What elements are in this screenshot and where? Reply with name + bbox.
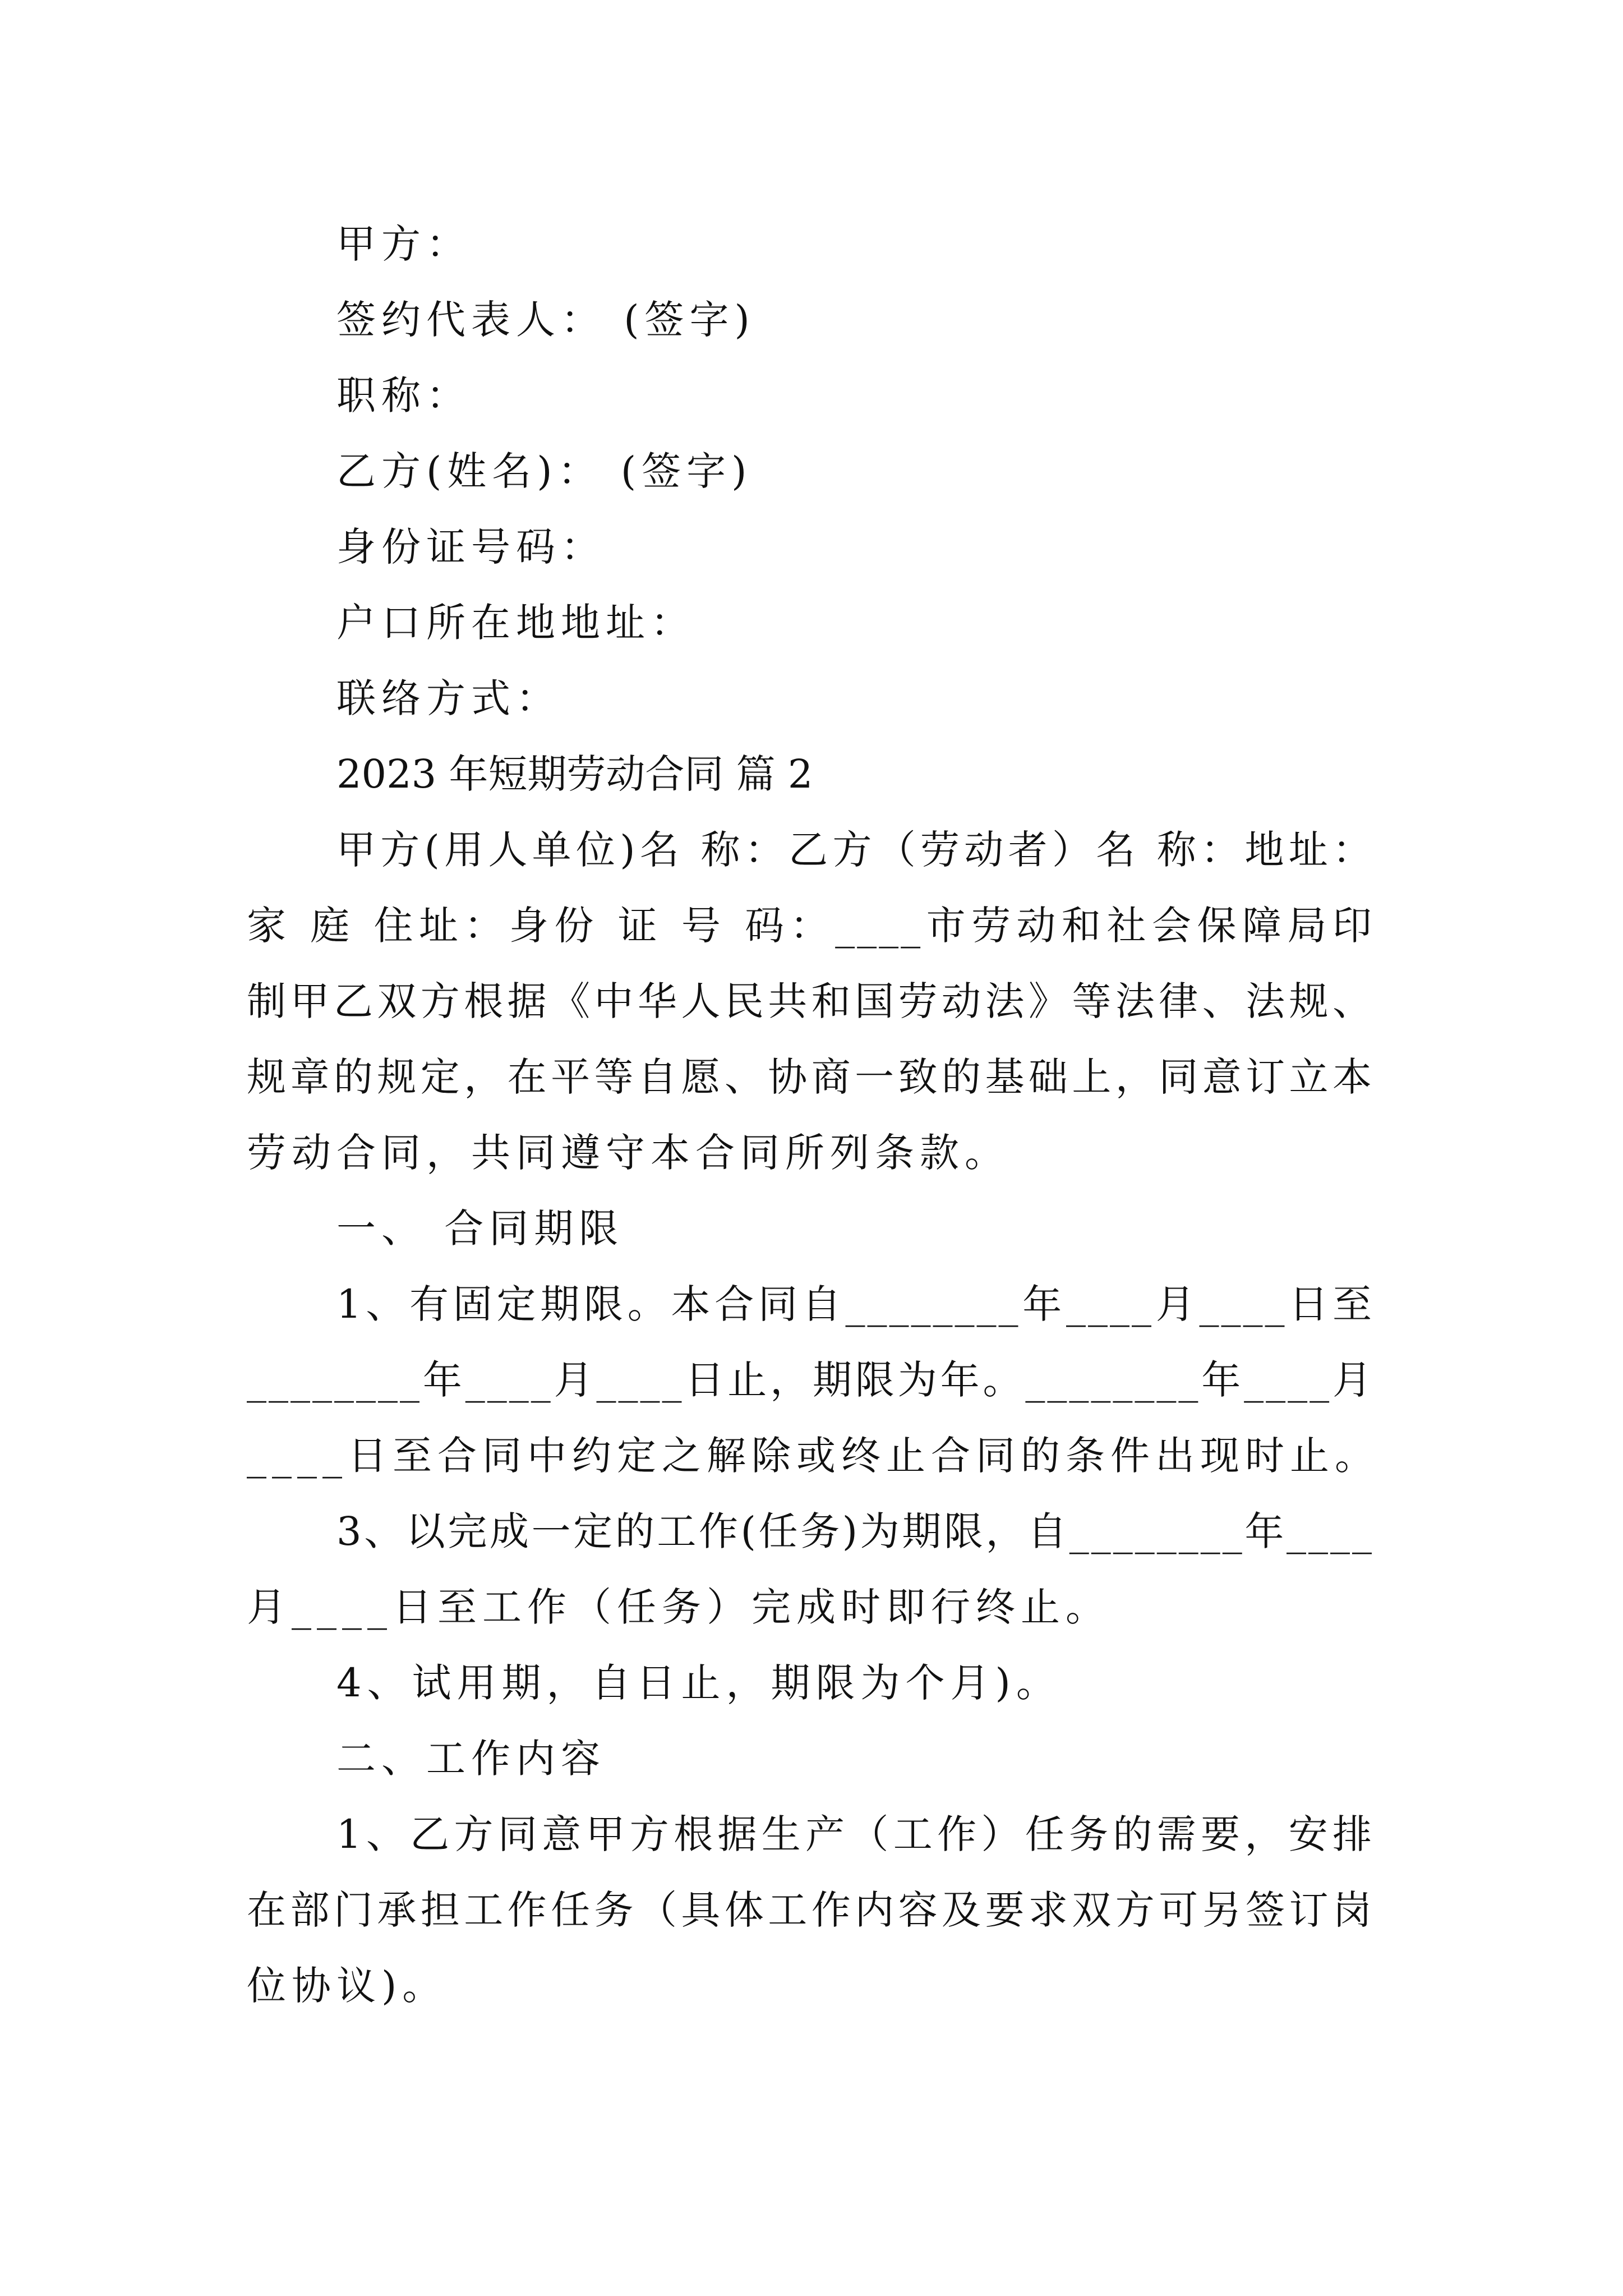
id-number-label: 身份证号码： xyxy=(336,524,606,570)
paragraph-line: 4、试用期，自日止，期限为个月)。 xyxy=(336,1660,1061,1706)
job-title-label: 职称： xyxy=(336,372,471,418)
paragraph-line: 1、乙方同意甲方根据生产（工作）任务的需要，安排 xyxy=(336,1811,1374,1857)
clause-heading-work-content: 二、工作内容 xyxy=(336,1736,606,1782)
paragraph-line: 制甲乙双方根据《中华人民共和国劳动法》等法律、法规、 xyxy=(247,978,1374,1024)
paragraph-line: 劳动合同，共同遵守本合同所列条款。 xyxy=(247,1130,1009,1176)
paragraph-line: ____日至合同中约定之解除或终止合同的条件出现时止。 xyxy=(247,1433,1380,1479)
paragraph-line: 1、有固定期限。本合同自________年____月____日至 xyxy=(336,1281,1374,1327)
paragraph-line: 月____日至工作（任务）完成时即行终止。 xyxy=(247,1584,1110,1630)
paragraph-line: 家 庭 住址：身份 证 号 码：____市劳动和社会保障局印 xyxy=(247,903,1374,949)
household-address-label: 户口所在地地址： xyxy=(336,600,695,646)
paragraph-line: 规章的规定，在平等自愿、协商一致的基础上，同意订立本 xyxy=(247,1054,1374,1100)
paragraph-line: ________年____月____日止，期限为年。________年____月 xyxy=(247,1357,1374,1403)
paragraph-line: 在部门承担工作任务（具体工作内容及要求双方可另签订岗 xyxy=(247,1887,1374,1933)
party-b-name-label: 乙方(姓名)： (签字) xyxy=(336,448,753,494)
paragraph-line: 甲方(用人单位)名 称：乙方（劳动者）名 称：地址： xyxy=(336,827,1374,873)
clause-heading-contract-term: 一、 合同期限 xyxy=(336,1205,624,1251)
signing-representative-label: 签约代表人： (签字) xyxy=(336,297,755,343)
paragraph-line: 3、以完成一定的工作(任务)为期限，自________年____ xyxy=(336,1508,1374,1554)
paragraph-line: 位协议)。 xyxy=(247,1963,448,2009)
contact-label: 联络方式： xyxy=(336,675,561,721)
section-heading-contract-2: 2023 年短期劳动合同 篇 2 xyxy=(336,751,813,797)
party-a-label: 甲方： xyxy=(336,221,471,267)
